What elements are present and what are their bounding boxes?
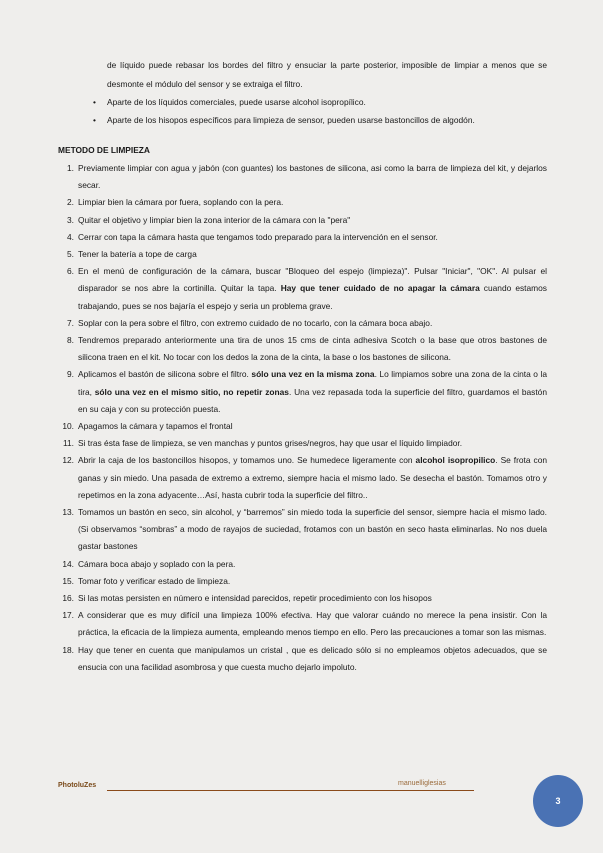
step-text: Tener la batería a tope de carga bbox=[78, 249, 197, 260]
step-number: 10. bbox=[62, 421, 74, 432]
step-item bbox=[58, 504, 547, 556]
step-text: Cerrar con tapa la cámara hasta que tengamos todo preparado para la intervención en el sensor. bbox=[78, 231, 438, 242]
step-text-bold: alcohol isopropilico bbox=[415, 455, 496, 466]
step-item bbox=[58, 435, 547, 452]
step-text-bold: Hay que tener cuidado de no apagar la cámara bbox=[280, 283, 480, 294]
step-number: 4. bbox=[67, 231, 74, 242]
bullet-icon: • bbox=[93, 97, 96, 107]
step-text: Soplar con la pera sobre el filtro, con extremo cuidado de no tocarlo, con la cámara boca abajo. bbox=[78, 317, 433, 328]
step-text: Quitar el objetivo y limpiar bien la zona interior de la cámara con la "pera" bbox=[78, 214, 351, 225]
step-number: 14. bbox=[62, 558, 74, 569]
step-text: Tomamos un bastón en seco, sin alcohol, y “barremos” sin miedo toda la superficie del sensor, siempre hacia el mismo lado. (Si observamos “sombras” a modo de rayajos de suciedad, frotamos con un bastón en seco hasta eliminarlas. No nos duela gastar bastones bbox=[78, 507, 547, 552]
step-item bbox=[58, 452, 547, 504]
step-item bbox=[58, 229, 547, 246]
step-text: Tomar foto y verificar estado de limpieza. bbox=[78, 575, 231, 586]
step-text: Tendremos preparado anteriormente una tira de unos 15 cms de cinta adhesiva Scotch o la base que otros bastones de silicona traen en el kit. No tocar con los dedos la zona de la cinta, la base o los bastones de silicona. bbox=[78, 335, 547, 363]
step-number: 2. bbox=[67, 197, 74, 208]
step-item bbox=[58, 263, 547, 315]
step-item bbox=[58, 315, 547, 332]
step-number: 5. bbox=[67, 249, 74, 260]
step-text: . Lo limpiamos sobre una zona de la cinta o la tira, bbox=[78, 369, 547, 397]
step-item bbox=[58, 246, 547, 263]
step-text: Aplicamos el bastón de silicona sobre el filtro. bbox=[78, 369, 252, 380]
step-number: 16. bbox=[62, 593, 74, 604]
step-item bbox=[58, 194, 547, 211]
step-number: 3. bbox=[67, 214, 74, 225]
step-text: Previamente limpiar con agua y jabón (con guantes) los bastones de silicona, asi como la barra de limpieza del kit, y dejarlos secar. bbox=[78, 163, 547, 191]
section-heading: METODO DE LIMPIEZA bbox=[58, 145, 150, 155]
bullet-text: Aparte de los líquidos comerciales, puede usarse alcohol isopropílico. bbox=[107, 97, 366, 107]
step-text: cuando estamos trabajando, pues se nos bajaría el espejo y seria un problema grave. bbox=[78, 283, 547, 311]
bullet-list bbox=[93, 93, 553, 129]
step-text: Abrir la caja de los bastoncillos hisopos, y tomamos uno. Se humedece ligeramente con bbox=[78, 455, 416, 466]
bullet-text: Aparte de los hisopos específicos para limpieza de sensor, pueden usarse bastoncillos de algodón. bbox=[107, 115, 475, 125]
page-number-badge bbox=[533, 775, 583, 827]
step-number: 18. bbox=[62, 644, 74, 655]
step-text: Hay que tener en cuenta que manipulamos un cristal , que es delicado sólo si no empleamos objetos adecuados, que se ensucia con una facilidad asombrosa y que cuesta mucho dejarlo impoluto. bbox=[78, 644, 547, 672]
step-item bbox=[58, 607, 547, 641]
step-text-bold: sólo una vez en el mismo sitio, no repetir zonas bbox=[94, 386, 289, 397]
step-text: . Se frota con ganas y sin miedo. Una pasada de extremo a extremo, siempre hacia el mismo lado. Se desecha el bastón. Tomamos otro y repetimos en la zona adyacente…Así, hasta cubrir toda la superficie del filtro.. bbox=[78, 455, 548, 500]
step-text: Si las motas persisten en número e intensidad parecidos, repetir procedimiento con los hisopos bbox=[78, 593, 432, 604]
step-number: 13. bbox=[62, 507, 74, 518]
step-number: 15. bbox=[62, 575, 74, 586]
step-text: . Una vez repasada toda la superficie del filtro, guardamos el bastón en su caja y con su protección puesta. bbox=[78, 386, 547, 414]
step-item bbox=[58, 590, 547, 607]
step-item bbox=[58, 556, 547, 573]
step-text: Si tras ésta fase de limpieza, se ven manchas y puntos grises/negros, hay que usar el líquido limpiador. bbox=[78, 438, 463, 449]
bullet-icon: • bbox=[93, 115, 96, 125]
step-item bbox=[58, 366, 547, 418]
step-item bbox=[58, 332, 547, 366]
bullet-item bbox=[93, 111, 553, 129]
step-item bbox=[58, 642, 547, 676]
step-text: Limpiar bien la cámara por fuera, soplando con la pera. bbox=[78, 197, 284, 208]
footer-brand: PhotoluZes bbox=[58, 782, 97, 789]
step-number: 8. bbox=[67, 335, 74, 346]
step-text: Cámara boca abajo y soplado con la pera. bbox=[78, 558, 236, 569]
step-number: 7. bbox=[67, 317, 74, 328]
step-number: 17. bbox=[62, 610, 74, 621]
step-item bbox=[58, 573, 547, 590]
page-number: 3 bbox=[555, 796, 561, 806]
step-item bbox=[58, 212, 547, 229]
step-item bbox=[58, 418, 547, 435]
bullet-item bbox=[93, 93, 553, 111]
step-number: 12. bbox=[62, 455, 74, 466]
step-number: 1. bbox=[67, 163, 74, 173]
step-number: 11. bbox=[62, 438, 74, 449]
step-text: En el menú de configuración de la cámara, buscar "Bloqueo del espejo (limpieza)". Pulsar "Iniciar", "OK". Al pulsar el disparador se nos abre la cortinilla. Quitar la tapa. bbox=[78, 266, 547, 294]
step-number: 6. bbox=[67, 266, 74, 277]
step-text-bold: sólo una vez en la misma zona bbox=[251, 369, 375, 380]
footer-divider bbox=[107, 790, 474, 791]
step-item bbox=[58, 160, 547, 194]
intro-paragraph: de líquido puede rebasar los bordes del filtro y ensuciar la parte posterior, imposible de limpiar a menos que se desmonte el módulo del sensor y se extraiga el filtro. bbox=[107, 60, 547, 89]
steps-list bbox=[58, 160, 547, 676]
step-text: Apagamos la cámara y tapamos el frontal bbox=[78, 421, 233, 432]
step-number: 9. bbox=[67, 369, 74, 380]
step-text: A considerar que es muy difícil una limpieza 100% efectiva. Hay que valorar cuándo no merece la pena insistir. Con la práctica, la eficacia de la limpieza aumenta, empleando menos tiempo en ello. Pero las precauciones a tomar son las mismas. bbox=[78, 610, 547, 638]
footer-author: manuelliglesias bbox=[398, 780, 446, 787]
